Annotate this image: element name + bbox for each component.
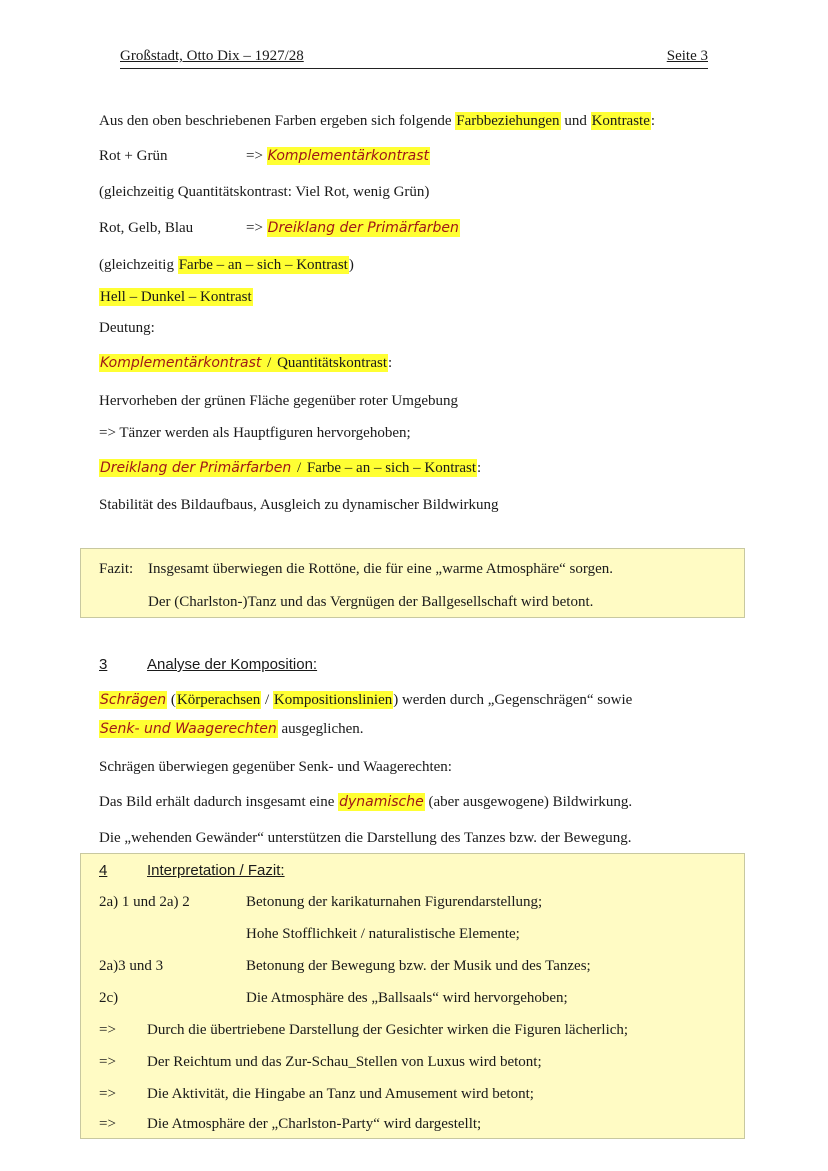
text: ( — [167, 692, 176, 708]
section-3-p3 — [99, 794, 632, 811]
handwritten-komplementaerkontrast-2: Komplementärkontrast — [100, 355, 262, 371]
highlight-koerperachsen: Körperachsen — [176, 692, 261, 708]
row-text-1: Betonung der karikaturnahen Figurendarstellung; — [246, 894, 543, 910]
highlight-quantitaetskontrast: Quantitätskontrast — [277, 355, 388, 371]
deutung-1-text-1: Hervorheben der grünen Fläche gegenüber roter Umgebung — [99, 393, 459, 409]
deutung-2-heading — [99, 460, 481, 477]
pair-right-2 — [246, 220, 460, 237]
section-3-p4: Die „wehenden Gewänder“ unterstützen die Darstellung des Tanzes bzw. der Bewegung. — [99, 830, 632, 846]
deutung-1-text-2: => Tänzer werden als Hauptfiguren hervorgehoben; — [99, 425, 411, 441]
text: Das Bild erhält dadurch insgesamt eine — [99, 794, 335, 810]
section-4-number: 4 — [99, 862, 108, 879]
fazit-label: Fazit: — [99, 561, 134, 577]
section-3-title: Analyse der Komposition: — [147, 656, 318, 673]
highlight-kompositionslinien: Kompositionslinien — [273, 692, 393, 708]
page-number: Seite 3 — [666, 48, 708, 64]
text: ) werden durch „Gegenschrägen“ sowie — [393, 692, 633, 708]
row-text-3: Betonung der Bewegung bzw. der Musik und des Tanzes; — [246, 958, 591, 974]
intro-text: Aus den oben beschriebenen Farben ergeben sich folgende — [99, 113, 452, 129]
intro-and: und — [564, 113, 587, 129]
colon: : — [477, 460, 482, 476]
note-farbe-an-sich — [99, 257, 354, 274]
highlight-kontraste: Kontraste — [591, 113, 650, 129]
conclusion-arrow-4: => — [99, 1116, 116, 1132]
text: / — [261, 692, 273, 708]
conclusion-arrow-2: => — [99, 1054, 116, 1070]
pair-arrow: => — [246, 148, 263, 164]
text: (aber ausgewogene) Bildwirkung. — [428, 794, 633, 810]
highlight-farbe-an-sich-2: Farbe – an – sich – Kontrast — [306, 460, 477, 476]
fazit-line-1: Insgesamt überwiegen die Rottöne, die für eine „warme Atmosphäre“ sorgen. — [148, 561, 613, 577]
pair-row-1 — [99, 148, 167, 165]
deutung-1-heading — [99, 355, 392, 372]
handwritten-komplementaerkontrast: Komplementärkontrast — [267, 148, 430, 164]
section-4-title: Interpretation / Fazit: — [147, 862, 285, 879]
handwritten-schraegen: Schrägen — [100, 692, 167, 708]
row-text-2: Hohe Stofflichkeit / naturalistische Elemente; — [246, 926, 520, 942]
handwritten-dynamische: dynamische — [339, 794, 424, 810]
fazit-line-2: Der (Charlston-)Tanz und das Vergnügen der Ballgesellschaft wird betont. — [148, 594, 594, 610]
note-text: (gleichzeitig — [99, 257, 174, 273]
section-3-p1-line1 — [99, 692, 632, 709]
deutung-heading: Deutung: — [99, 320, 155, 336]
page-header — [120, 46, 708, 69]
conclusion-text-1: Durch die übertriebene Darstellung der Gesichter wirken die Figuren lächerlich; — [147, 1022, 629, 1038]
hell-dunkel-line — [99, 289, 253, 306]
row-ref-4: 2c) — [99, 990, 119, 1006]
row-ref-1: 2a) 1 und 2a) 2 — [99, 894, 190, 910]
document-title: Großstadt, Otto Dix – 1927/28 — [120, 48, 304, 64]
conclusion-text-3: Die Aktivität, die Hingabe an Tanz und Amusement wird betont; — [147, 1086, 534, 1102]
handwritten-dreiklang-2: Dreiklang der Primärfarben — [100, 460, 292, 476]
section-3-p2: Schrägen überwiegen gegenüber Senk- und Waagerechten: — [99, 759, 452, 775]
pair-left: Rot + Grün — [99, 148, 168, 164]
conclusion-text-2: Der Reichtum und das Zur-Schau_Stellen von Luxus wird betont; — [147, 1054, 542, 1070]
intro-colon: : — [650, 113, 656, 129]
separator: / — [263, 355, 276, 371]
fazit-box — [80, 548, 745, 618]
highlight-hell-dunkel: Hell – Dunkel – Kontrast — [100, 289, 252, 305]
conclusion-arrow-3: => — [99, 1086, 116, 1102]
section-3-number: 3 — [99, 656, 108, 673]
handwritten-dreiklang: Dreiklang der Primärfarben — [267, 220, 459, 236]
conclusion-arrow-1: => — [99, 1022, 116, 1038]
separator: / — [293, 460, 305, 476]
row-ref-3: 2a)3 und 3 — [99, 958, 164, 974]
deutung-2-text: Stabilität des Bildaufbaus, Ausgleich zu dynamischer Bildwirkung — [99, 497, 499, 513]
pair-row-2 — [99, 220, 193, 237]
row-text-4: Die Atmosphäre des „Ballsaals“ wird hervorgehoben; — [246, 990, 568, 1006]
highlight-farbbeziehungen: Farbbeziehungen — [456, 113, 560, 129]
highlight-farbe-an-sich: Farbe – an – sich – Kontrast — [178, 257, 348, 273]
pair-left: Rot, Gelb, Blau — [99, 220, 194, 236]
pair-right-1 — [246, 148, 430, 165]
text: ausgeglichen. — [277, 721, 364, 737]
handwritten-senk-waagerechten: Senk- und Waagerechten — [100, 721, 277, 737]
note-close: ) — [348, 257, 354, 273]
section-3-p1-line2 — [99, 721, 364, 738]
interpretation-box — [80, 853, 745, 1139]
note-quantity: (gleichzeitig Quantitätskontrast: Viel Rot, wenig Grün) — [99, 184, 430, 200]
colon: : — [388, 355, 393, 371]
intro-line — [99, 113, 655, 130]
conclusion-text-4: Die Atmosphäre der „Charlston-Party“ wird dargestellt; — [147, 1116, 482, 1132]
pair-arrow: => — [246, 220, 263, 236]
